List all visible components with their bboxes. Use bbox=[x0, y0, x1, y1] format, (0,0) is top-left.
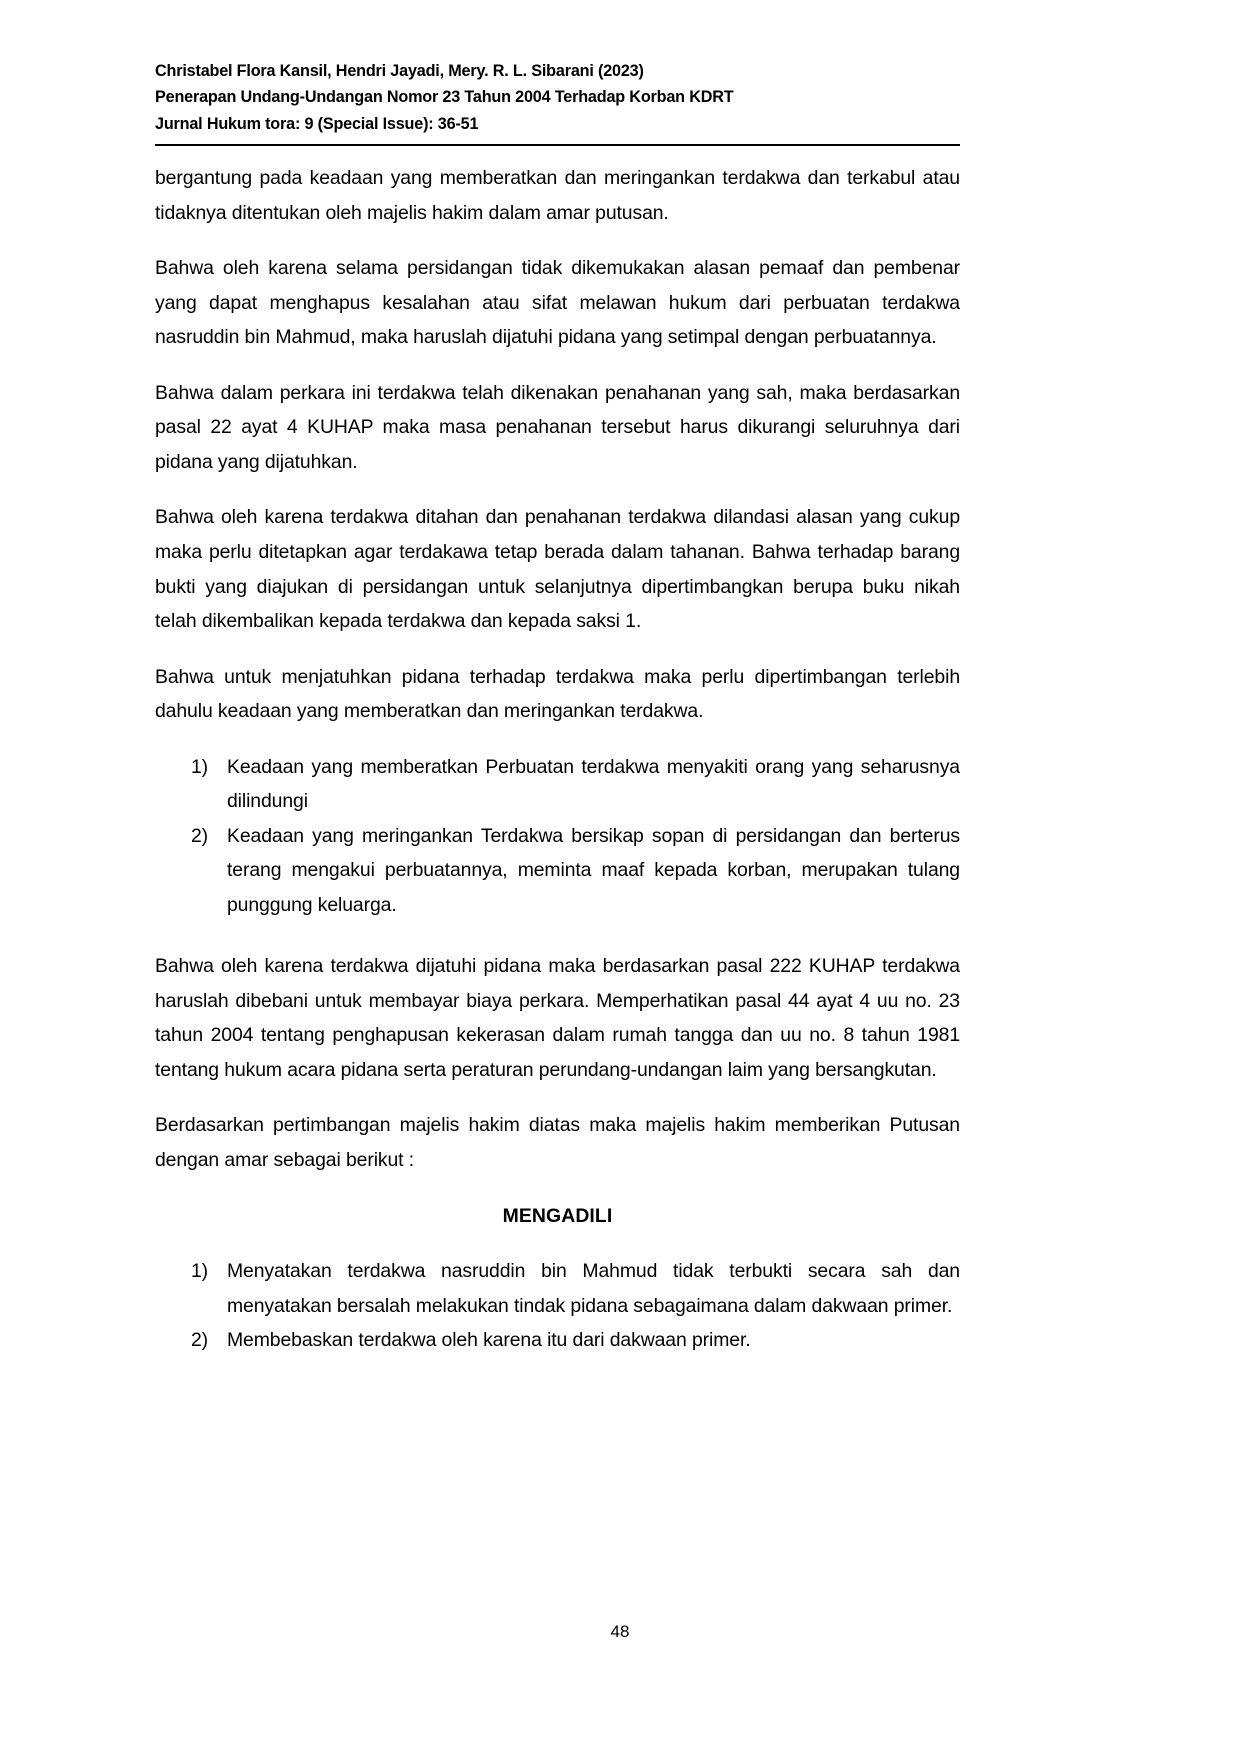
paragraph-4: Bahwa oleh karena terdakwa ditahan dan penahanan terdakwa dilandasi alasan yang cukup maka perlu ditetapkan agar terdakawa tetap berada dalam tahanan. Bahwa terhadap barang bukti yang diajukan di persidangan untuk selanjutnya dipertimbangkan berupa buku nikah telah dikembalikan kepada terdakwa dan kepada saksi 1. bbox=[155, 506, 960, 633]
list-item-text: Keadaan yang meringankan Terdakwa bersikap sopan di persidangan dan berterus terang mengakui perbuatannya, meminta maaf kepada korban, merupakan tulang punggung keluarga. bbox=[227, 824, 960, 916]
considerations-list bbox=[155, 750, 960, 923]
list-item-text: Membebaskan terdakwa oleh karena itu dari dakwaan primer. bbox=[227, 1329, 751, 1352]
paragraph-6: Bahwa oleh karena terdakwa dijatuhi pidana maka berdasarkan pasal 222 KUHAP terdakwa haruslah dibebani untuk membayar biaya perkara. Memperhatikan pasal 44 ayat 4 uu no. 23 tahun 2004 tentang penghapusan kekerasan dalam rumah tangga dan uu no. 8 tahun 1981 tentang hukum acara pidana serta peraturan perundang-undangan laim yang bersangkutan. bbox=[155, 955, 960, 1081]
list-item bbox=[155, 1323, 960, 1358]
paragraph-3: Bahwa dalam perkara ini terdakwa telah dikenakan penahanan yang sah, maka berdasarkan pasal 22 ayat 4 KUHAP maka masa penahanan tersebut harus dikurangi seluruhnya dari pidana yang dijatuhkan. bbox=[155, 381, 960, 473]
paragraph-1: bergantung pada keadaan yang memberatkan dan meringankan terdakwa dan terkabul atau tidaknya ditentukan oleh majelis hakim dalam amar putusan. bbox=[155, 167, 960, 224]
list-item-marker: 2) bbox=[191, 1329, 209, 1352]
list-item-text: Keadaan yang memberatkan Perbuatan terdakwa menyakiti orang yang seharusnya dilindungi bbox=[227, 755, 960, 813]
running-head-authors: Christabel Flora Kansil, Hendri Jayadi, Mery. R. L. Sibarani (2023) bbox=[155, 62, 644, 80]
list-item-marker: 1) bbox=[191, 1260, 209, 1283]
header-divider bbox=[155, 144, 960, 146]
page-number: 48 bbox=[610, 1622, 630, 1641]
running-head-title: Penerapan Undang-Undangan Nomor 23 Tahun 2004 Terhadap Korban KDRT bbox=[155, 88, 734, 107]
list-item bbox=[155, 819, 960, 923]
paragraph-2: Bahwa oleh karena selama persidangan tidak dikemukakan alasan pemaaf dan pembenar yang dapat menghapus kesalahan atau sifat melawan hukum dari perbuatan terdakwa nasruddin bin Mahmud, maka haruslah dijatuhi pidana yang setimpal dengan perbuatannya. bbox=[155, 257, 960, 349]
verdict-heading: MENGADILI bbox=[502, 1204, 613, 1227]
document-body bbox=[155, 161, 960, 1357]
list-item bbox=[155, 1254, 960, 1323]
list-item-marker: 1) bbox=[191, 755, 209, 778]
running-head-citation: Jurnal Hukum tora: 9 (Special Issue): 36-51 bbox=[155, 114, 479, 133]
paragraph-7: Berdasarkan pertimbangan majelis hakim diatas maka majelis hakim memberikan Putusan dengan amar sebagai berikut : bbox=[155, 1114, 960, 1171]
list-item-text: Menyatakan terdakwa nasruddin bin Mahmud tidak terbukti secara sah dan menyatakan bersalah melakukan tindak pidana sebagaimana dalam dakwaan primer. bbox=[227, 1260, 960, 1317]
paragraph-5: Bahwa untuk menjatuhkan pidana terhadap terdakwa maka perlu dipertimbangan terlebih dahulu keadaan yang memberatkan dan meringankan terdakwa. bbox=[155, 665, 960, 723]
page-content bbox=[155, 58, 960, 1379]
running-head bbox=[155, 58, 960, 137]
list-item-marker: 2) bbox=[191, 824, 209, 847]
verdict-list bbox=[155, 1254, 960, 1358]
list-item bbox=[155, 750, 960, 819]
